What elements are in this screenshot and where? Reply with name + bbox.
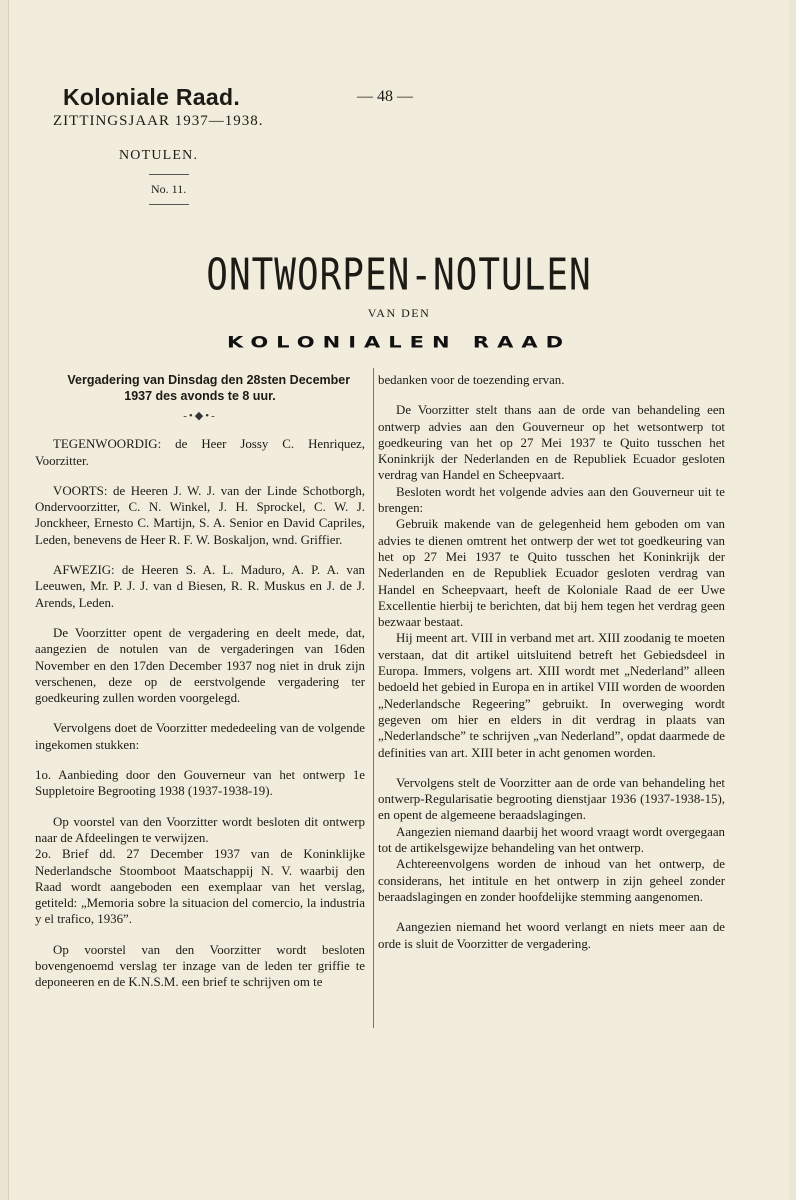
paragraph: Vervolgens doet de Voorzitter mededeeling van de volgende ingekomen stukken: — [35, 721, 365, 752]
left-column — [35, 372, 365, 991]
council-name: Koloniale Raad. — [63, 84, 241, 110]
divider-line — [149, 204, 189, 205]
ornament: -•◆•- — [183, 410, 217, 422]
section-label: NOTULEN. — [119, 148, 199, 163]
paragraph: Achtereenvolgens worden de inhoud van het ontwerp, de considerans, het intitule en het ontwerp in zijn geheel zonder beraadslagingen en zonder hoofdelijke stemming aangenomen. — [378, 857, 725, 904]
paragraph: Aangezien niemand het woord verlangt en niets meer aan de orde is sluit de Voorzitter de vergadering. — [378, 920, 725, 951]
page-number: — 48 — — [357, 88, 413, 105]
document-title: ONTWORPEN-NOTULEN — [206, 250, 592, 301]
meeting-heading: Vergadering van Dinsdag den 28sten December 1937 des avonds te 8 uur. — [67, 373, 351, 403]
paragraph: Besloten wordt het volgende advies aan den Gouverneur uit te brengen: — [378, 484, 725, 516]
paragraph: VOORTS: de Heeren J. W. J. van der Linde Schotborgh, Ondervoorzitter, C. N. Winkel, J. H. Sprockel, C. W. J. Jonckheer, Ernesto C. Martijn, S. A. Senior en David Capriles, Leden, benevens de Heer R. F. W. Boskaljon, wnd. Griffier. — [35, 483, 365, 547]
paragraph: Gebruik makende van de gelegenheid hem geboden om van advies te dienen omtrent het ontwerp der wet tot goedkeuring van het op 27 Mei 1937 te Quito tusschen het Koninkrijk der Nederlanden en de Republiek Ecuador gesloten verdrag van Handel en Scheepvaart, heeft de Koloniale Raad de eer Uwe Excellentie hierbij te berichten, dat bij hem tegen het verdrag geen bezwaar bestaat. — [378, 517, 725, 630]
paragraph: Op voorstel van den Voorzitter wordt besloten bovengenoemd verslag ter inzage van de leden ter griffie te deponeeren en de K.N.S.M. een brief te schrijven om te — [35, 942, 365, 990]
divider-line — [149, 174, 189, 175]
paragraph: De Voorzitter opent de vergadering en deelt mede, dat, aangezien de notulen van de vergaderingen van 16den November en den 17den December 1937 nog niet in druk zijn verschenen, deze op de eerstvolgende vergadering ter goedkeuring zullen worden voorgelegd. — [35, 625, 365, 706]
paragraph: Hij meent art. VIII in verband met art. XIII zoodanig te moeten verstaan, dat dit artikel uitsluitend betreft het Gebiedsdeel in Europa. Immers, volgens art. XIII wordt met „Nederland” alleen bedoeld het gebied in Europa en in artikel VIII worden de woorden „Nederlandsche Regeering” gebruikt. In overweging wordt gegeven om hier en elders in dit verdrag in plaats van „Nederlandsche” te schrijven „van Nederland”, opdat daarmede de definities van art. XIII beter in acht genomen worden. — [378, 631, 725, 760]
paragraph: TEGENWOORDIG: de Heer Jossy C. Henriquez, Voorzitter. — [35, 437, 365, 468]
council-title — [9, 330, 789, 354]
issue-number: No. 11. — [151, 182, 187, 196]
paragraph: AFWEZIG: de Heeren S. A. L. Maduro, A. P. A. van Leeuwen, Mr. P. J. J. van d Biesen, R. R. Muskus en J. de J. Arends, Leden. — [35, 563, 365, 610]
paragraph: Vervolgens stelt de Voorzitter aan de orde van behandeling het ontwerp-Regularisatie begrooting dienstjaar 1936 (1937-1938-15), en opent de algemeene beraadslagingen. — [378, 775, 725, 823]
paragraph: 1o. Aanbieding door den Gouverneur van het ontwerp 1e Suppletoire Begrooting 1938 (1937-1938-19). — [35, 768, 365, 799]
paragraph: De Voorzitter stelt thans aan de orde van behandeling een ontwerp advies aan den Gouverneur op het wetsontwerp tot goedkeuring van het op 27 Mei 1937 te Quito tusschen het Koninkrijk der Nederlanden en de Republiek Ecuador gesloten verdrag van Handel en Scheepvaart. — [378, 403, 725, 483]
paragraph: Op voorstel van den Voorzitter wordt besloten dit ontwerp naar de Afdeelingen te verwijzen. — [35, 814, 365, 845]
paragraph: bedanken voor de toezending ervan. — [378, 373, 565, 387]
title-connector: VAN DEN — [367, 306, 431, 320]
right-column — [378, 372, 725, 952]
paragraph: 2o. Brief dd. 27 December 1937 van de Koninklijke Nederlandsche Stoomboot Maatschappij N. V. waarbij den Raad wordt aangeboden een exemplaar van het verslag, getiteld: „Memoria sobre la situacion del comercio, la industria y el trafico, 1936”. — [35, 847, 365, 927]
document-page — [8, 0, 789, 1200]
council-title-text: KOLONIALEN RAAD — [226, 333, 572, 351]
paragraph: Aangezien niemand daarbij het woord vraagt wordt overgegaan tot de artikelsgewijze behandeling van het ontwerp. — [378, 824, 725, 856]
column-divider — [373, 368, 374, 1028]
session-year: ZITTINGSJAAR 1937—1938. — [53, 113, 264, 129]
